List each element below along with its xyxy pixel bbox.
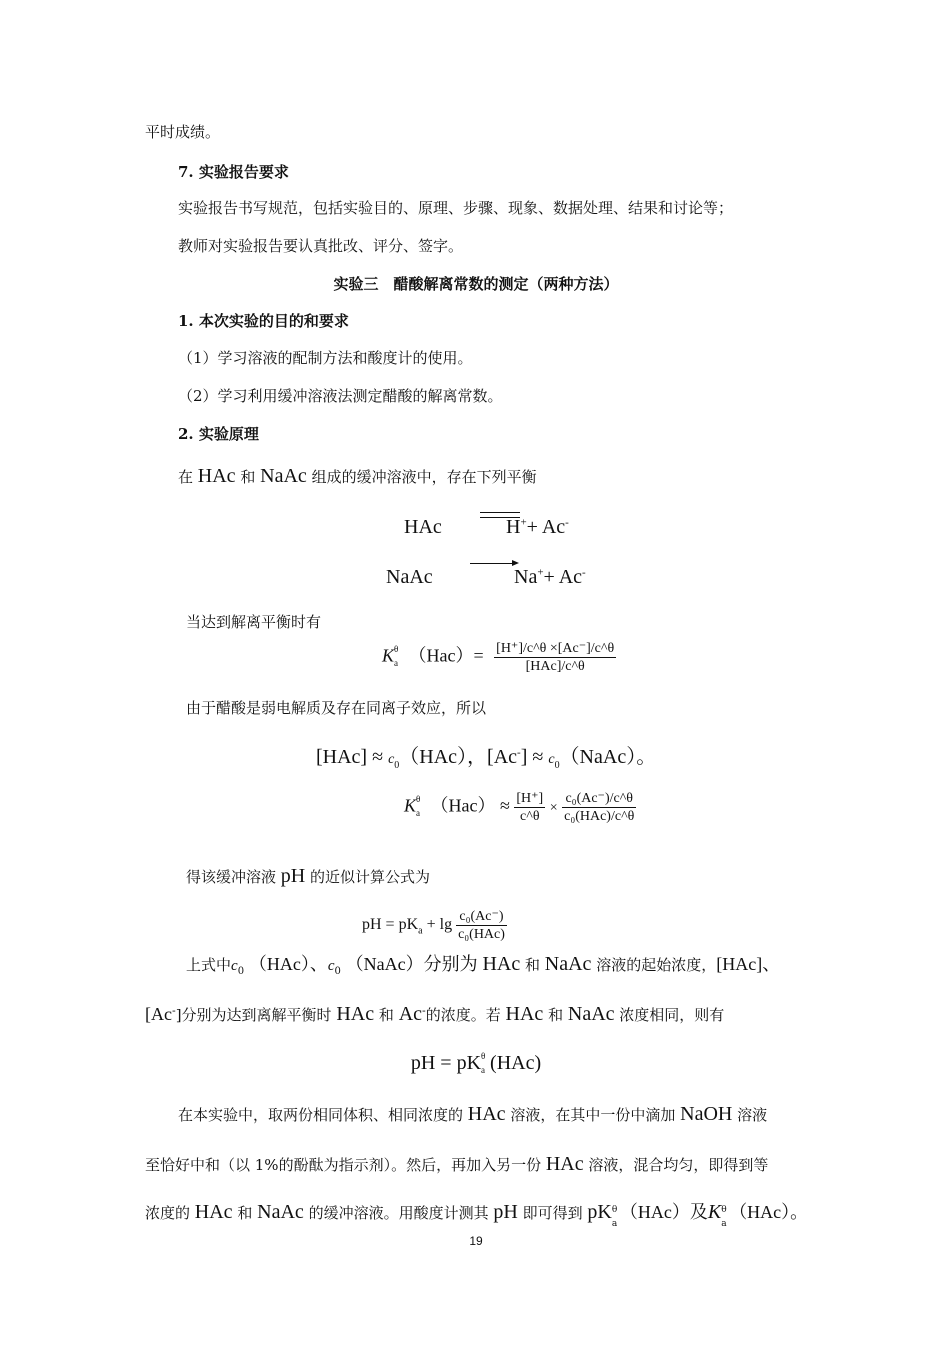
last3-hac: HAc (194, 1201, 233, 1223)
last3-sup2: θ (721, 1205, 727, 1215)
ph-eq2-a: pH = pK (410, 1052, 482, 1074)
where2-sup2: - (422, 1004, 426, 1017)
last2-hac: HAc (545, 1153, 584, 1175)
where-c: （NaAc）分别为 (345, 954, 478, 974)
where-and: 和 (524, 956, 540, 974)
ph-eq2 (0, 1052, 952, 1075)
last3-d: （HAc）及 (619, 1202, 708, 1222)
section7-p1: 实验报告书写规范，包括实验目的、原理、步骤、现象、数据处理、结果和讨论等； (178, 199, 734, 217)
approx-c1-sub: 0 (394, 760, 400, 771)
section7-p2: 教师对实验报告要认真批改、评分、签字。 (178, 237, 464, 255)
last2-b: 溶液，混合均匀，即得到等 (588, 1156, 769, 1174)
eq1-h-sup: + (520, 516, 527, 529)
top-line: 平时成绩。 (145, 123, 221, 141)
section2-intro (178, 466, 537, 487)
last1-hac: HAc (467, 1103, 506, 1125)
where-a: 上式中 (186, 956, 232, 974)
ka2-expression (404, 790, 636, 825)
ka2-fraction1 (514, 790, 545, 825)
ph-formula-den: c₀(HAc) (458, 927, 505, 942)
section1-heading: 1. 本次实验的目的和要求 (178, 312, 349, 330)
approx-line (316, 740, 656, 769)
ka2-sub: a (416, 807, 421, 818)
approx-a: [HAc] ≈ (316, 746, 389, 768)
where2-sup: - (171, 1004, 176, 1017)
eq2-na: Na (514, 566, 538, 588)
ka-fraction (494, 640, 616, 675)
eq1-arrow-top (480, 512, 520, 513)
eq1-ac-sup: - (565, 516, 569, 529)
ka2-arg: （Hac） ≈ (430, 795, 515, 816)
where-naac: NaAc (544, 953, 592, 975)
eq2-ac: + Ac (543, 566, 583, 588)
ka-expression (382, 640, 616, 675)
last3-ph: pH (493, 1201, 518, 1223)
ka-sub: a (394, 657, 399, 668)
where-line: 上式中$c_0$ （HAc）、$c_0$ （NaAc）分别为 HAc 和 NaAc 溶液的起始浓度，[HAc]、 (186, 953, 781, 977)
where-hac: HAc (482, 953, 521, 975)
where2-ac: Ac (398, 1003, 423, 1025)
where2-a: [Ac (145, 1004, 172, 1024)
last1-naoh: NaOH (680, 1103, 733, 1125)
ph-text-a: 得该缓冲溶液 (186, 868, 277, 886)
intro-text-a: 在 (178, 468, 194, 486)
ka2-fraction2 (562, 790, 636, 825)
ka-sup: θ (394, 643, 399, 654)
last3-k: K (707, 1201, 722, 1223)
ph-text (186, 866, 430, 887)
last2-a: 至恰好中和（以 1%的酚酞为指示剂）。然后，再加入另一份 (145, 1156, 542, 1174)
ka2-f2-num: c₀(Ac⁻)/c^θ (562, 790, 636, 808)
ph-text-ph: pH (280, 865, 306, 887)
eq1-left: HAc (404, 516, 442, 538)
eq1-right (506, 516, 569, 539)
where2-naac: NaAc (567, 1003, 615, 1025)
intro-text-b: 和 (240, 468, 256, 486)
eq2-na-sup: + (537, 566, 544, 579)
ph-formula (362, 908, 507, 943)
last3-naac: NaAc (257, 1201, 304, 1223)
last3-b: 的缓冲溶液。用酸度计测其 (308, 1204, 489, 1222)
ka2-f1-den: c^θ (520, 809, 540, 824)
eq2-arrow-line (470, 563, 514, 564)
last3-e: （HAc）。 (729, 1202, 809, 1222)
approx-e: （NaAc）。 (559, 746, 657, 768)
where2-d: 浓度相同，则有 (619, 1006, 725, 1024)
where2-hac2: HAc (505, 1003, 544, 1025)
eq1-h: H (506, 516, 521, 538)
eq2-left: NaAc (386, 566, 433, 588)
ka2-k: K (404, 795, 417, 816)
approx-c2: c (548, 752, 555, 767)
where2-hac: HAc (336, 1003, 375, 1025)
ph-formula-left: pH = pK (362, 916, 419, 934)
intro-text-c: 组成的缓冲溶液中，存在下列平衡 (311, 468, 537, 486)
para-last2 (145, 1154, 768, 1175)
ka2-f1-num: [H⁺] (516, 791, 544, 806)
last3-c: 即可得到 (522, 1204, 583, 1222)
section2-heading: 2. 实验原理 (178, 425, 259, 443)
last3-sup: θ (611, 1205, 618, 1215)
last3-sub: a (611, 1219, 618, 1229)
eq2-ac-sup: - (582, 566, 586, 579)
ph-eq2-sup: θ (481, 1051, 486, 1061)
ka2-f2-den: c₀(HAc)/c^θ (564, 809, 635, 824)
ph-formula-fraction (456, 908, 507, 943)
ka-k: K (382, 645, 395, 666)
approx-d: ] ≈ (520, 746, 549, 768)
ph-text-b: 的近似计算公式为 (310, 868, 431, 886)
approx-sup: - (517, 746, 521, 759)
section1-item1: （1）学习溶液的配制方法和酸度计的使用。 (178, 349, 473, 367)
ph-eq2-sub: a (481, 1065, 486, 1075)
ka2-sup: θ (416, 793, 421, 804)
where2-and: 和 (378, 1006, 394, 1024)
ka-fraction-den: [HAc]/c^θ (525, 659, 585, 674)
intro-hac: HAc (197, 465, 236, 487)
approx-c2-sub: 0 (554, 760, 560, 771)
where-b: （HAc）、 (248, 954, 328, 974)
where2-and2: 和 (548, 1006, 564, 1024)
last3-and: 和 (237, 1204, 253, 1222)
experiment-title: 实验三 醋酸解离常数的测定（两种方法） (333, 275, 619, 293)
where-d: 溶液的起始浓度， (596, 956, 717, 974)
when-eq-text: 当达到解离平衡时有 (186, 613, 322, 631)
section7-heading: 7. 实验报告要求 (178, 163, 289, 181)
ph-formula-num: c₀(Ac⁻) (456, 908, 507, 926)
last3-sub2: a (721, 1219, 727, 1229)
ka-fraction-num: [H⁺]/c^θ ×[Ac⁻]/c^θ (496, 641, 615, 656)
ph-formula-sub: a (418, 925, 423, 937)
eq1-ac: + Ac (526, 516, 566, 538)
approx-b: （HAc），[Ac (399, 746, 518, 768)
page-number: 19 (469, 1234, 483, 1248)
weak-text: 由于醋酸是弱电解质及存在同离子效应，所以 (186, 699, 487, 717)
section1-item2: （2）学习利用缓冲溶液法测定醋酸的解离常数。 (178, 387, 503, 405)
last3-a: 浓度的 (145, 1204, 191, 1222)
where-e: [HAc]、 (716, 954, 781, 974)
para-last1 (178, 1104, 767, 1125)
ka-arg: （Hac）= (408, 645, 484, 666)
para-last3 (145, 1201, 809, 1229)
where2-c: 的浓度。若 (425, 1006, 501, 1024)
ph-eq2-b: (HAc) (490, 1052, 542, 1074)
last1-b: 溶液，在其中一份中滴加 (510, 1106, 676, 1124)
ka2-times: × (549, 800, 558, 816)
where-line2 (145, 1004, 724, 1025)
last1-a: 在本实验中，取两份相同体积、相同浓度的 (178, 1106, 464, 1124)
ph-formula-mid: + lg (422, 916, 453, 934)
eq2-right (514, 566, 586, 589)
last3-pk: pK (587, 1201, 612, 1223)
approx-c1: c (388, 752, 395, 767)
intro-naac: NaAc (260, 465, 307, 487)
last1-c: 溶液 (737, 1106, 768, 1124)
where2-b: ]分别为达到离解平衡时 (175, 1006, 332, 1024)
